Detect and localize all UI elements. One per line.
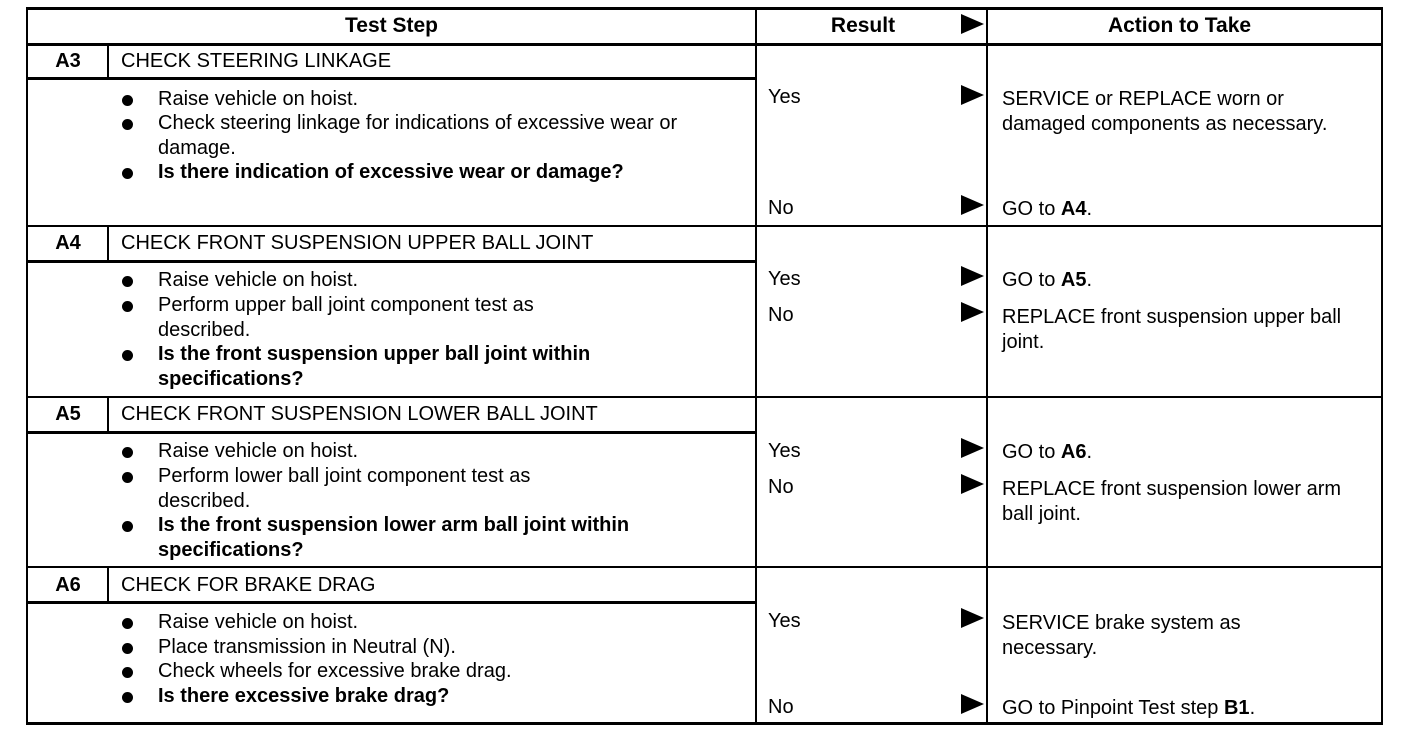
result-label: No	[768, 197, 794, 219]
action-text: GO to Pinpoint Test step B1.	[1002, 697, 1256, 719]
list-item: Is there indication of excessive wear or damage?	[122, 160, 732, 185]
step-id: A3	[55, 50, 81, 72]
list-item: Is there excessive brake drag?	[122, 684, 732, 709]
list-item: Raise vehicle on hoist.	[122, 610, 732, 635]
step-title-underline	[26, 601, 756, 604]
result-label: Yes	[768, 440, 801, 462]
step-title: CHECK FRONT SUSPENSION UPPER BALL JOINT	[121, 232, 594, 254]
action-text: SERVICE or REPLACE worn or damaged components as necessary.	[1002, 88, 1328, 135]
step-id: A6	[55, 574, 81, 596]
section-divider	[26, 566, 1383, 568]
section-divider	[26, 396, 1383, 398]
arrow-right-icon	[961, 266, 984, 286]
arrow-right-icon	[961, 85, 984, 105]
bullet-icon	[122, 350, 133, 361]
table-left-border	[26, 7, 28, 725]
list-item: Is the front suspension lower arm ball joint within specifications?	[122, 513, 732, 562]
list-item: Raise vehicle on hoist.	[122, 439, 732, 464]
arrow-right-icon	[961, 608, 984, 628]
bullet-icon	[122, 472, 133, 483]
bullet-icon	[122, 168, 133, 179]
table-bottom-border	[26, 722, 1383, 725]
list-item: Perform upper ball joint component test as described.	[122, 293, 732, 342]
step-title-underline	[26, 77, 756, 80]
bullet-icon	[122, 119, 133, 130]
arrow-right-icon	[961, 302, 984, 322]
action-column-divider	[986, 7, 988, 725]
action-text: GO to A5.	[1002, 269, 1093, 291]
header-test-step: Test Step	[345, 14, 438, 37]
arrow-right-icon	[961, 438, 984, 458]
list-item: Raise vehicle on hoist.	[122, 87, 732, 112]
step-id: A4	[55, 232, 81, 254]
result-label: No	[768, 304, 794, 326]
list-item: Place transmission in Neutral (N).	[122, 635, 732, 660]
bullet-icon	[122, 521, 133, 532]
bullet-icon	[122, 692, 133, 703]
step-title-underline	[26, 431, 756, 434]
arrow-right-icon	[961, 474, 984, 494]
bullet-icon	[122, 276, 133, 287]
result-label: Yes	[768, 86, 801, 108]
step-id: A5	[55, 403, 81, 425]
bullet-icon	[122, 618, 133, 629]
action-text: SERVICE brake system as necessary.	[1002, 612, 1241, 659]
header-action: Action to Take	[1107, 14, 1252, 37]
table-right-border	[1381, 7, 1383, 725]
bullet-icon	[122, 95, 133, 106]
section-divider	[26, 225, 1383, 227]
bullet-icon	[122, 447, 133, 458]
arrow-right-icon	[961, 195, 984, 215]
action-text: REPLACE front suspension upper ball joint.	[1002, 306, 1342, 353]
result-column-divider	[755, 7, 757, 725]
bullet-icon	[122, 667, 133, 678]
action-text: GO to A6.	[1002, 441, 1093, 463]
arrow-right-icon	[961, 694, 984, 714]
list-item: Check wheels for excessive brake drag.	[122, 659, 732, 684]
step-title: CHECK FRONT SUSPENSION LOWER BALL JOINT	[121, 403, 598, 425]
list-item: Perform lower ball joint component test as described.	[122, 464, 732, 513]
header-result: Result	[830, 14, 896, 37]
result-label: No	[768, 696, 794, 718]
arrow-right-icon	[961, 14, 984, 34]
list-item: Check steering linkage for indications of excessive wear or damage.	[122, 111, 732, 160]
result-label: Yes	[768, 268, 801, 290]
step-title: CHECK FOR BRAKE DRAG	[121, 574, 376, 596]
list-item: Is the front suspension upper ball joint within specifications?	[122, 342, 732, 391]
bullet-icon	[122, 301, 133, 312]
bullet-icon	[122, 643, 133, 654]
list-item: Raise vehicle on hoist.	[122, 268, 732, 293]
step-title-underline	[26, 260, 756, 263]
result-label: No	[768, 476, 794, 498]
result-label: Yes	[768, 610, 801, 632]
step-title: CHECK STEERING LINKAGE	[121, 50, 392, 72]
action-text: REPLACE front suspension lower arm ball joint.	[1002, 478, 1342, 525]
action-text: GO to A4.	[1002, 198, 1093, 220]
